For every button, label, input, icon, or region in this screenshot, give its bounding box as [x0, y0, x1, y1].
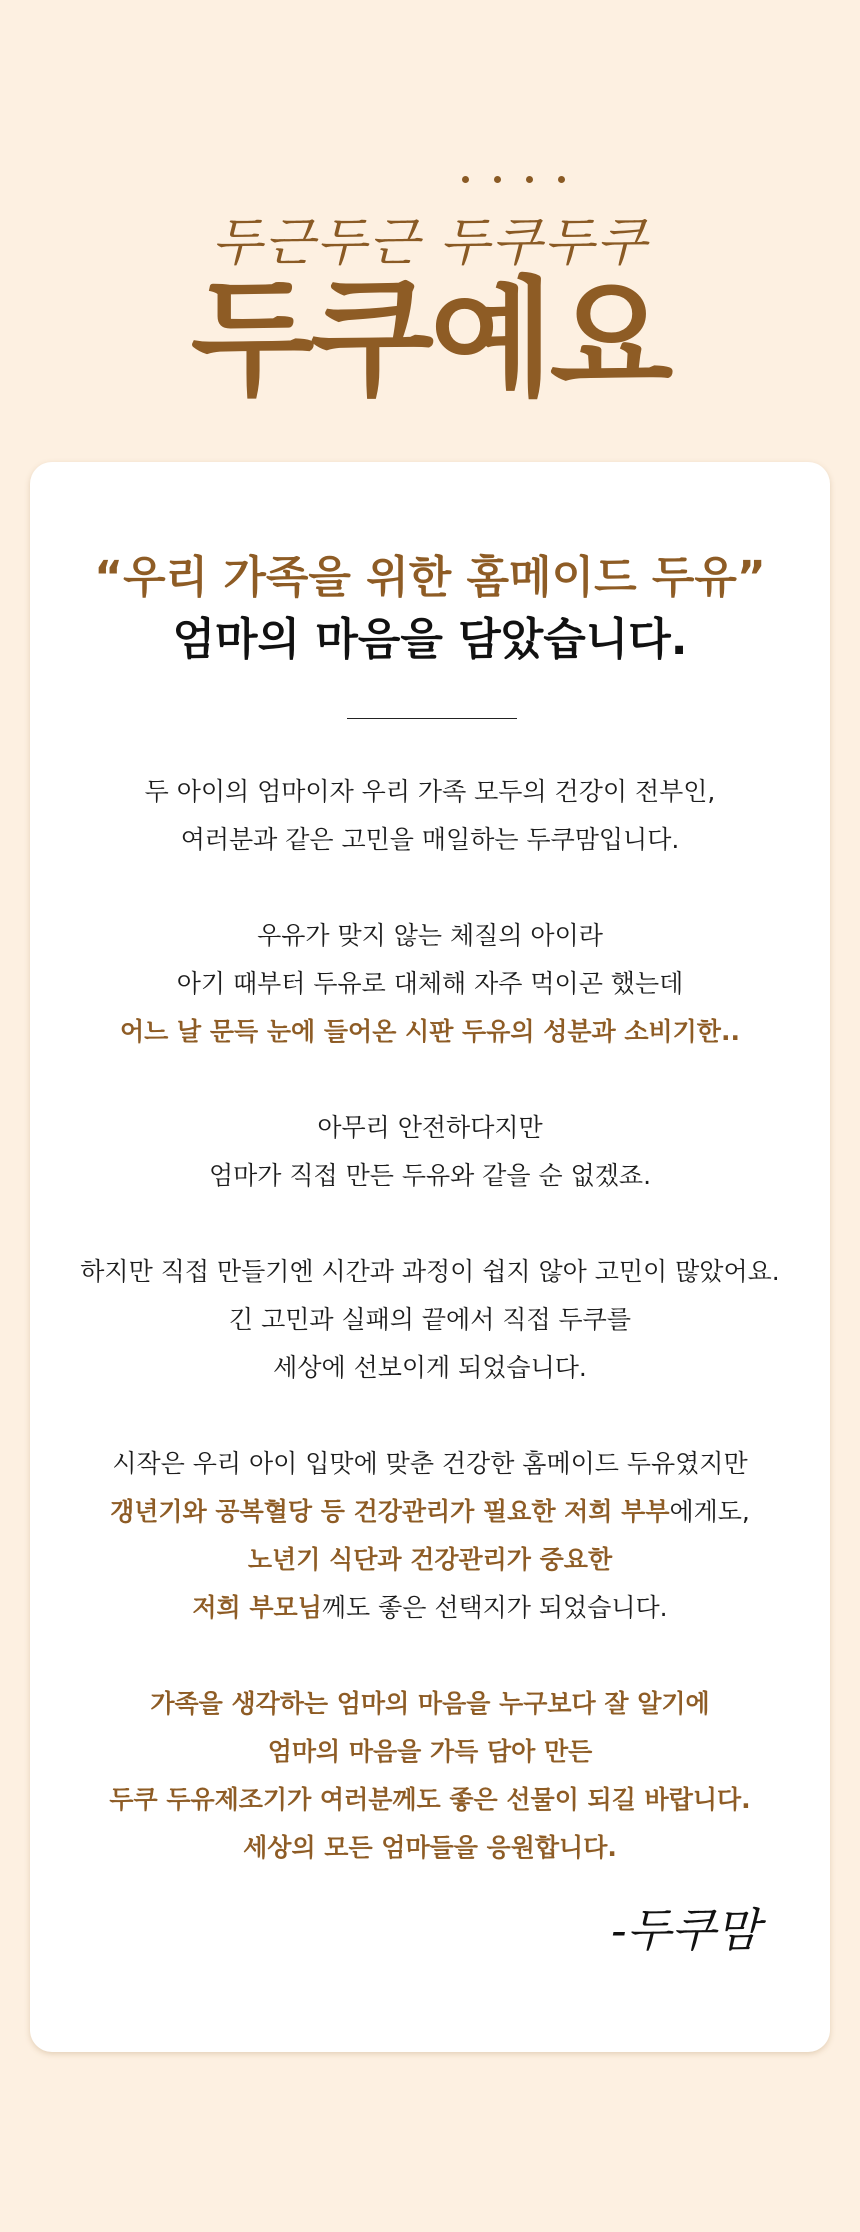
- highlight-line: 엄마의 마음을 가득 담아 만든: [267, 1737, 593, 1766]
- text-line: 우유가 맞지 않는 체질의 아이라: [257, 921, 603, 950]
- hero-script-line: 두근두근 두쿠두쿠: [211, 213, 649, 273]
- text-line: 아무리 안전하다지만: [317, 1113, 543, 1142]
- hero-title: 두쿠예요: [190, 265, 670, 414]
- highlight-text: 저희 부모님: [192, 1593, 322, 1622]
- paragraph-closing: [30, 1680, 830, 1872]
- paragraph-milk: [30, 912, 830, 1056]
- text-line: 여러분과 같은 고민을 매일하는 두쿠맘입니다.: [180, 825, 680, 854]
- highlight-line: 세상의 모든 엄마들을 응원합니다.: [243, 1833, 617, 1862]
- text-line-mixed: [30, 1584, 830, 1632]
- text-line: 아기 때부터 두유로 대체해 자주 먹이곤 했는데: [176, 969, 684, 998]
- divider: [347, 718, 517, 719]
- highlight-line: 어느 날 문득 눈에 들어온 시판 두유의 성분과 소비기한..: [120, 1017, 740, 1046]
- dot: [494, 176, 501, 183]
- story-card: [30, 462, 830, 2052]
- paragraph-safety: [30, 1104, 830, 1200]
- dot: [462, 176, 469, 183]
- highlight-text: 갱년기와 공복혈당 등 건강관리가 필요한 저희 부부: [110, 1497, 670, 1526]
- hero-section: [0, 0, 860, 460]
- text-line: 긴 고민과 실패의 끝에서 직접 두쿠를: [229, 1305, 631, 1334]
- dot: [526, 176, 533, 183]
- paragraph-family: [30, 1440, 830, 1632]
- quote-heading: “우리 가족을 위한 홈메이드 두유”: [94, 552, 766, 603]
- text-line: 시작은 우리 아이 입맛에 맞춘 건강한 홈메이드 두유였지만: [112, 1449, 748, 1478]
- text-line: 세상에 선보이게 되었습니다.: [273, 1353, 587, 1382]
- text-line: 엄마가 직접 만든 두유와 같을 순 없겠죠.: [208, 1161, 652, 1190]
- emphasis-dots: [462, 176, 565, 183]
- plain-text: 께도 좋은 선택지가 되었습니다.: [321, 1593, 668, 1622]
- highlight-line: 노년기 식단과 건강관리가 중요한: [247, 1545, 613, 1574]
- text-line: 하지만 직접 만들기엔 시간과 과정이 쉽지 않아 고민이 많았어요.: [80, 1257, 780, 1286]
- signature: -두쿠맘: [611, 1903, 760, 1957]
- highlight-line: 두쿠 두유제조기가 여러분께도 좋은 선물이 되길 바랍니다.: [109, 1785, 751, 1814]
- subheading: 엄마의 마음을 담았습니다.: [172, 614, 688, 665]
- text-line-mixed: [30, 1488, 830, 1536]
- highlight-line: 가족을 생각하는 엄마의 마음을 누구보다 잘 알기에: [150, 1689, 710, 1718]
- paragraph-making: [30, 1248, 830, 1392]
- dot: [558, 176, 565, 183]
- story-body: [30, 768, 830, 1920]
- text-line: 두 아이의 엄마이자 우리 가족 모두의 건강이 전부인,: [144, 777, 716, 806]
- paragraph-intro: [30, 768, 830, 864]
- plain-text: 에게도,: [669, 1497, 750, 1526]
